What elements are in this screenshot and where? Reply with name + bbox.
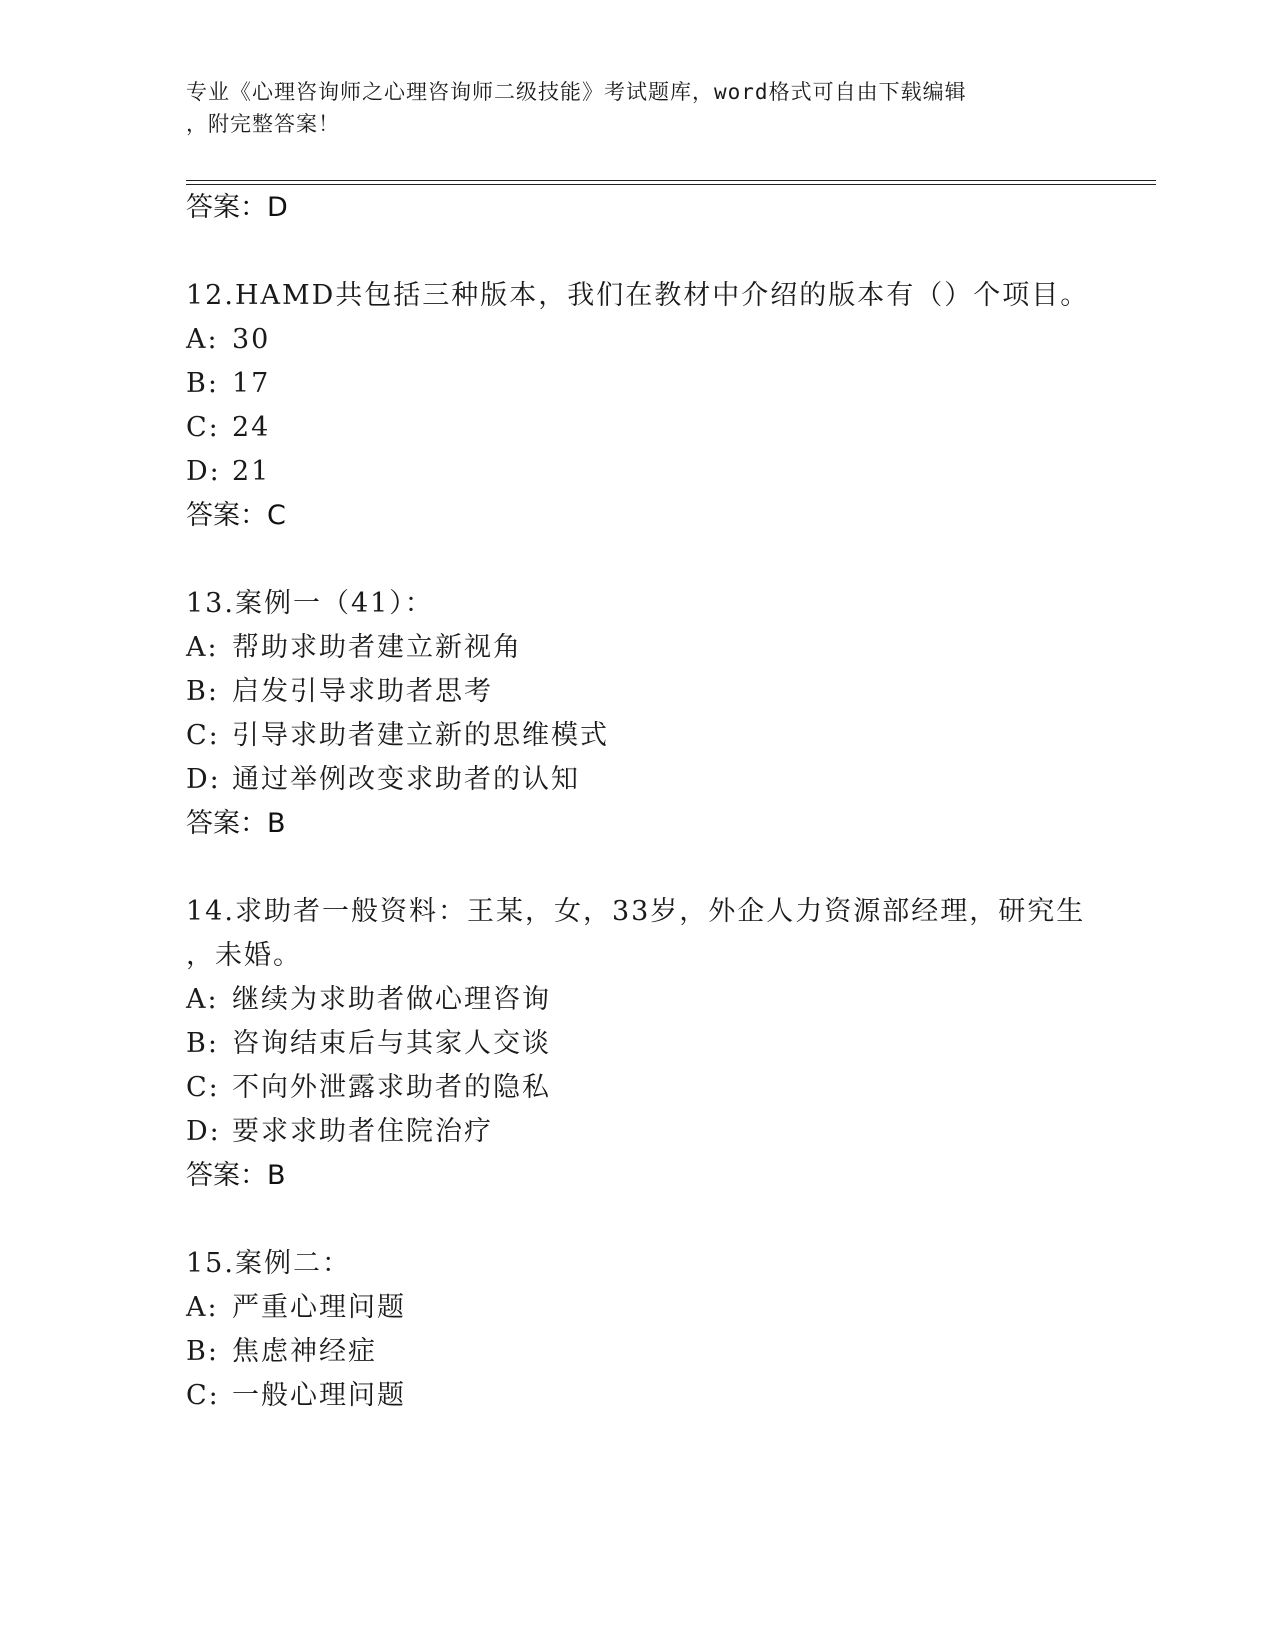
option-key: A: [186, 984, 219, 1015]
header-divider-top [186, 180, 1156, 181]
option-c [186, 719, 609, 753]
answer-line: 答案：C [186, 500, 286, 531]
option-text: 21 [232, 456, 271, 487]
option-b [186, 675, 493, 709]
option-key: D: [186, 1116, 221, 1147]
question-text-line-2: ，未婚。 [186, 940, 302, 971]
option-key: B: [186, 676, 219, 707]
option-key: C: [186, 1380, 220, 1411]
option-key: B: [186, 368, 219, 399]
option-key: D: [186, 456, 221, 487]
option-b [186, 367, 270, 401]
header-line-1: 专业《心理咨询师之心理咨询师二级技能》考试题库，word格式可自由下载编辑 [186, 80, 967, 104]
answer-line: 答案：B [186, 808, 286, 839]
option-key: A: [186, 1292, 219, 1323]
option-text: 继续为求助者做心理咨询 [232, 984, 551, 1015]
option-c [186, 411, 270, 445]
question-text: 15.案例二： [186, 1248, 351, 1279]
option-a [186, 1291, 406, 1325]
option-text: 引导求助者建立新的思维模式 [232, 720, 609, 751]
option-a [186, 631, 522, 665]
header-divider-bottom [186, 184, 1156, 185]
option-b [186, 1335, 377, 1369]
option-a [186, 323, 270, 357]
option-d [186, 763, 580, 797]
question-text: 12.HAMD共包括三种版本，我们在教材中介绍的版本有（）个项目。 [186, 280, 1090, 311]
option-text: 严重心理问题 [232, 1292, 406, 1323]
option-text: 启发引导求助者思考 [232, 676, 493, 707]
option-text: 咨询结束后与其家人交谈 [232, 1028, 551, 1059]
option-a [186, 983, 551, 1017]
option-text: 30 [232, 324, 271, 355]
option-text: 通过举例改变求助者的认知 [232, 764, 580, 795]
option-key: B: [186, 1336, 219, 1367]
previous-answer: 答案：D [186, 192, 288, 223]
option-text: 帮助求助者建立新视角 [232, 632, 522, 663]
option-text: 一般心理问题 [232, 1380, 406, 1411]
header-line-2: ，附完整答案！ [186, 112, 340, 136]
option-key: A: [186, 324, 219, 355]
option-b [186, 1027, 551, 1061]
option-key: C: [186, 720, 220, 751]
answer-line: 答案：B [186, 1160, 286, 1191]
option-d [186, 1115, 493, 1149]
option-key: C: [186, 412, 220, 443]
option-key: B: [186, 1028, 219, 1059]
option-text: 焦虑神经症 [232, 1336, 377, 1367]
option-text: 不向外泄露求助者的隐私 [232, 1072, 551, 1103]
option-key: D: [186, 764, 221, 795]
option-key: C: [186, 1072, 220, 1103]
document-header [186, 76, 1066, 140]
option-c [186, 1379, 406, 1413]
option-text: 17 [232, 368, 271, 399]
option-text: 要求求助者住院治疗 [232, 1116, 493, 1147]
option-d [186, 455, 270, 489]
option-text: 24 [232, 412, 271, 443]
option-c [186, 1071, 551, 1105]
question-text: 13.案例一（41）： [186, 588, 434, 619]
question-text-line-1: 14.求助者一般资料：王某，女，33岁，外企人力资源部经理，研究生 [186, 896, 1086, 927]
option-key: A: [186, 632, 219, 663]
